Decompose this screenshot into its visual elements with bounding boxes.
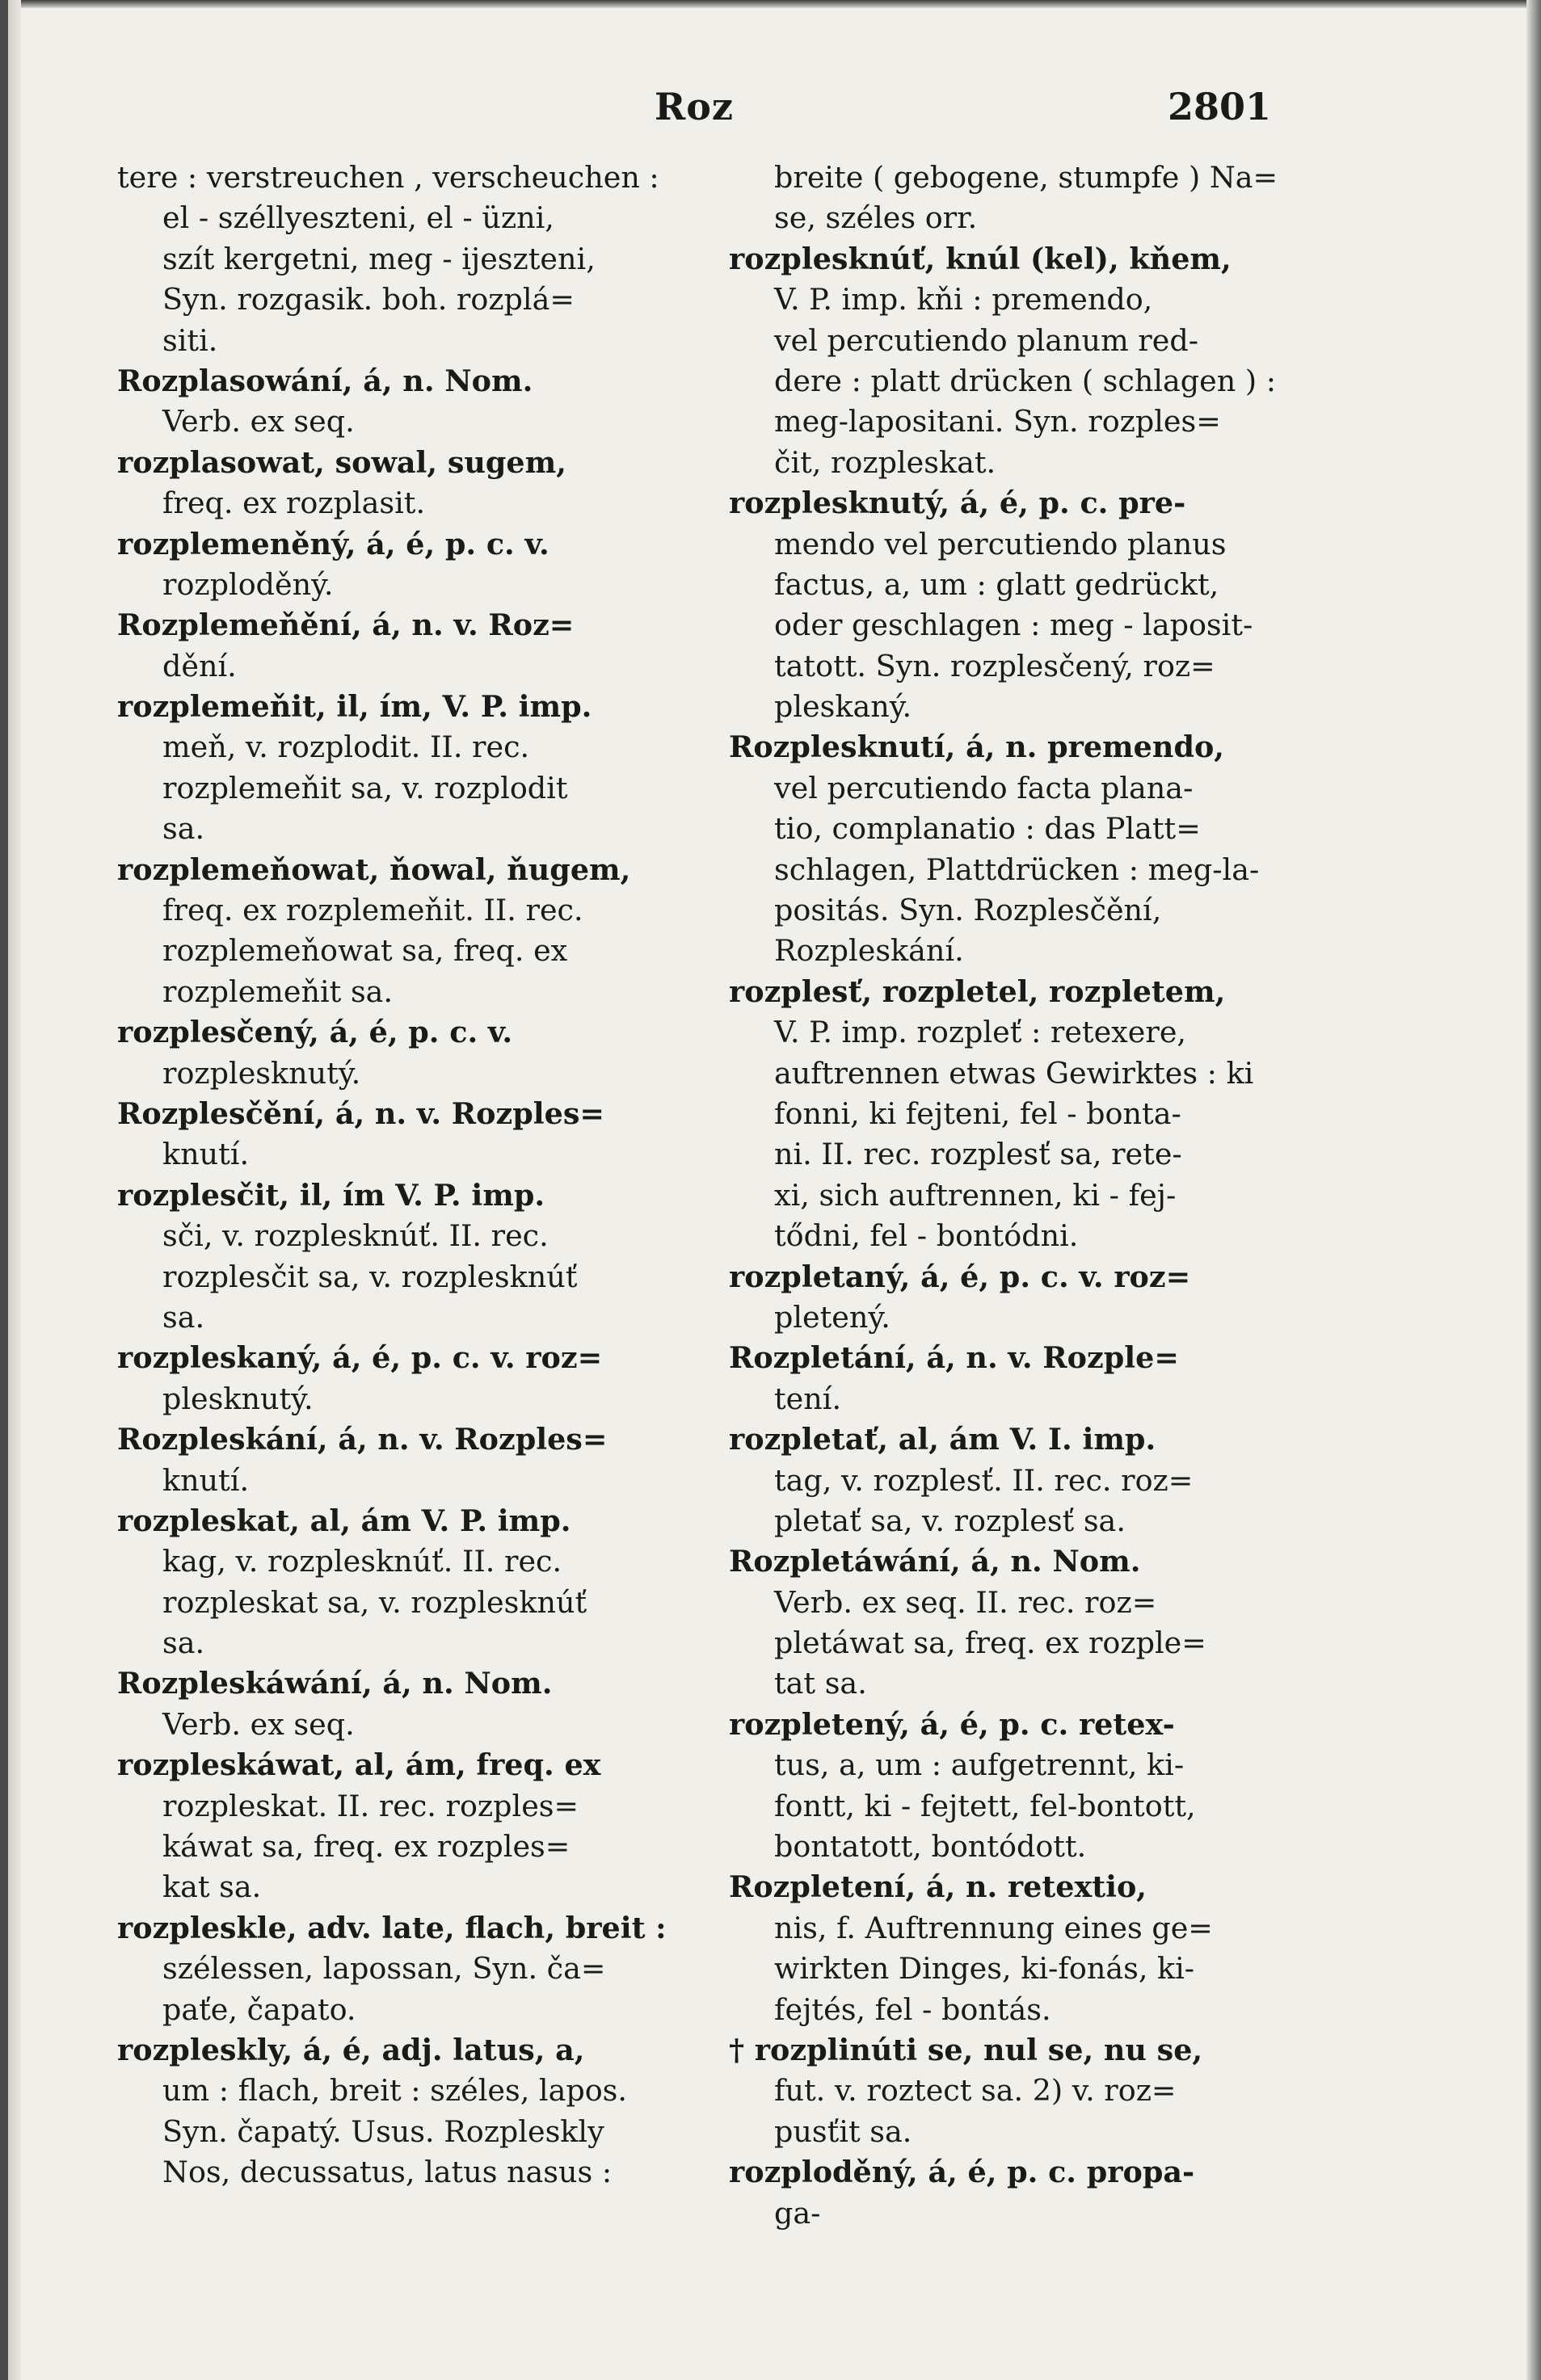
dictionary-line: tag, v. rozplesť. II. rec. roz= <box>774 1462 1194 1498</box>
dictionary-line: Syn. čapatý. Usus. Rozpleskly <box>162 2113 604 2149</box>
page-number: 2801 <box>1168 85 1272 128</box>
dictionary-line: fontt, ki - fejtett, fel-bontott, <box>774 1788 1196 1823</box>
dictionary-line: rozpletaný, á, é, p. c. v. roz= <box>729 1259 1191 1294</box>
dictionary-line: pletať sa, v. rozplesť sa. <box>774 1503 1126 1538</box>
dictionary-line: rozpleskle, adv. late, flach, breit : <box>117 1910 667 1945</box>
dictionary-line: Verb. ex seq. <box>162 404 355 439</box>
dictionary-line: vel percutiendo planum red- <box>774 322 1199 358</box>
dictionary-line: meň, v. rozplodit. II. rec. <box>162 730 530 765</box>
dictionary-line: pleskaný. <box>774 689 912 725</box>
dictionary-line: dere : platt drücken ( schlagen ) : <box>774 363 1277 398</box>
dictionary-line: rozplesknutý. <box>162 1055 361 1091</box>
dictionary-line: V. P. imp. kňi : premendo, <box>774 282 1153 317</box>
dictionary-line: rozplemeňit sa, v. rozplodit <box>162 770 568 805</box>
dictionary-line: Rozpletení, á, n. retextio, <box>729 1869 1147 1905</box>
dictionary-line: siti. <box>162 322 218 358</box>
dictionary-line: rozplasowat, sowal, sugem, <box>117 444 566 480</box>
dictionary-line: freq. ex rozplemeňit. II. rec. <box>162 893 583 928</box>
dictionary-line: tio, complanatio : das Platt= <box>774 811 1201 847</box>
scan-top-edge <box>0 0 1541 8</box>
dictionary-line: kag, v. rozplesknúť. II. rec. <box>162 1544 562 1579</box>
dictionary-line: † rozplinúti se, nul se, nu se, <box>729 2032 1203 2067</box>
dictionary-line: rozpletený, á, é, p. c. retex- <box>729 1706 1175 1742</box>
dictionary-line: Rozpleskání. <box>774 933 964 969</box>
dictionary-line: rozplesčit sa, v. rozplesknúť <box>162 1259 578 1294</box>
dictionary-line: schlagen, Plattdrücken : meg-la- <box>774 852 1260 887</box>
dictionary-line: tődni, fel - bontódni. <box>774 1218 1079 1254</box>
dictionary-line: sa. <box>162 1299 205 1335</box>
dictionary-line: čit, rozpleskat. <box>774 444 996 480</box>
dictionary-line: xi, sich auftrennen, ki - fej- <box>774 1177 1177 1213</box>
dictionary-line: positás. Syn. Rozplesčění, <box>774 893 1162 928</box>
dictionary-line: sa. <box>162 1625 205 1661</box>
dictionary-line: Rozpleskání, á, n. v. Rozples= <box>117 1422 608 1457</box>
dictionary-line: mendo vel percutiendo planus <box>774 526 1227 561</box>
dictionary-line: sa. <box>162 811 205 847</box>
dictionary-line: pletáwat sa, freq. ex rozple= <box>774 1625 1206 1661</box>
dictionary-line: rozplemeňit sa. <box>162 973 394 1009</box>
dictionary-line: Rozpleskáwání, á, n. Nom. <box>117 1666 553 1701</box>
dictionary-line: rozpletať, al, ám V. I. imp. <box>729 1422 1156 1457</box>
dictionary-line: Rozplemeňění, á, n. v. Roz= <box>117 608 575 643</box>
dictionary-line: rozpleskat, al, ám V. P. imp. <box>117 1503 571 1538</box>
dictionary-line: rozpleskly, á, é, adj. latus, a, <box>117 2032 585 2067</box>
dictionary-line: rozplesknutý, á, é, p. c. pre- <box>729 486 1186 521</box>
dictionary-line: rozplemeňowat sa, freq. ex <box>162 933 568 969</box>
dictionary-line: Rozplesčění, á, n. v. Rozples= <box>117 1095 604 1131</box>
dictionary-line: wirkten Dinges, ki-fonás, ki- <box>774 1951 1195 1987</box>
dictionary-line: rozplemeňowat, ňowal, ňugem, <box>117 852 631 887</box>
dictionary-line: rozpleskáwat, al, ám, freq. ex <box>117 1747 601 1783</box>
dictionary-line: factus, a, um : glatt gedrückt, <box>774 566 1219 602</box>
dictionary-line: tat sa. <box>774 1666 867 1701</box>
dictionary-line: ni. II. rec. rozplesť sa, rete- <box>774 1137 1182 1172</box>
dictionary-line: sči, v. rozplesknúť. II. rec. <box>162 1218 549 1254</box>
dictionary-line: Verb. ex seq. <box>162 1706 355 1742</box>
dictionary-line: rozplesčený, á, é, p. c. v. <box>117 1015 513 1050</box>
dictionary-line: nis, f. Auftrennung eines ge= <box>774 1910 1213 1945</box>
dictionary-line: plesknutý. <box>162 1381 314 1416</box>
dictionary-line: oder geschlagen : meg - laposit- <box>774 608 1253 643</box>
dictionary-line: knutí. <box>162 1137 250 1172</box>
right-column <box>729 158 1295 2234</box>
dictionary-line: um : flach, breit : széles, lapos. <box>162 2073 628 2109</box>
dictionary-line: rozplesčit, il, ím V. P. imp. <box>117 1177 545 1213</box>
dictionary-line: pletený. <box>774 1299 890 1335</box>
dictionary-line: V. P. imp. rozpleť : retexere, <box>774 1015 1187 1050</box>
dictionary-line: tere : verstreuchen , verscheuchen : <box>117 160 659 195</box>
dictionary-line: fut. v. roztect sa. 2) v. roz= <box>774 2073 1177 2109</box>
scan-right-edge <box>1526 0 1541 2380</box>
dictionary-line: vel percutiendo facta plana- <box>774 770 1194 805</box>
dictionary-line: kat sa. <box>162 1869 262 1905</box>
dictionary-line: rozplesknúť, knúl (kel), kňem, <box>729 241 1232 276</box>
dictionary-line: rozploděný. <box>162 566 334 602</box>
dictionary-line: tení. <box>774 1381 842 1416</box>
dictionary-line: pusťit sa. <box>774 2113 912 2149</box>
dictionary-line: rozplesť, rozpletel, rozpletem, <box>729 973 1226 1009</box>
dictionary-line: ga- <box>774 2195 821 2231</box>
dictionary-line: Verb. ex seq. II. rec. roz= <box>774 1584 1157 1620</box>
dictionary-line: szít kergetni, meg - ijeszteni, <box>162 241 596 276</box>
dictionary-line: káwat sa, freq. ex rozples= <box>162 1829 571 1865</box>
dictionary-line: Rozpletání, á, n. v. Rozple= <box>729 1340 1179 1376</box>
dictionary-line: rozpleskat sa, v. rozplesknúť <box>162 1584 587 1620</box>
dictionary-line: auftrennen etwas Gewirktes : ki <box>774 1055 1254 1091</box>
scan-left-edge <box>0 0 21 2380</box>
dictionary-line: fejtés, fel - bontás. <box>774 1991 1051 2027</box>
dictionary-line: bontatott, bontódott. <box>774 1829 1087 1865</box>
dictionary-line: Syn. rozgasik. boh. rozplá= <box>162 282 575 317</box>
dictionary-line: Rozplesknutí, á, n. premendo, <box>729 730 1225 765</box>
dictionary-line: Rozplasowání, á, n. Nom. <box>117 363 533 398</box>
dictionary-line: rozplemeněný, á, é, p. c. v. <box>117 526 549 561</box>
dictionary-line: knutí. <box>162 1462 250 1498</box>
dictionary-line: se, széles orr. <box>774 200 978 236</box>
dictionary-line: tus, a, um : aufgetrennt, ki- <box>774 1747 1185 1783</box>
dictionary-line: dění. <box>162 648 237 683</box>
running-head: Roz <box>655 85 735 128</box>
dictionary-line: tatott. Syn. rozplesčený, roz= <box>774 648 1215 683</box>
dictionary-line: rozploděný, á, é, p. c. propa- <box>729 2155 1195 2190</box>
dictionary-line: Rozpletáwání, á, n. Nom. <box>729 1544 1141 1579</box>
dictionary-line: freq. ex rozplasit. <box>162 486 426 521</box>
dictionary-line: breite ( gebogene, stumpfe ) Na= <box>774 160 1278 195</box>
left-column <box>117 158 699 2193</box>
dictionary-line: el - széllyeszteni, el - üzni, <box>162 200 554 236</box>
dictionary-line: szélessen, lapossan, Syn. ča= <box>162 1951 606 1987</box>
dictionary-line: fonni, ki fejteni, fel - bonta- <box>774 1095 1181 1131</box>
dictionary-line: rozplemeňit, il, ím, V. P. imp. <box>117 689 592 725</box>
dictionary-line: paťe, čapato. <box>162 1991 356 2027</box>
dictionary-line: rozpleskat. II. rec. rozples= <box>162 1788 579 1823</box>
dictionary-line: rozpleskaný, á, é, p. c. v. roz= <box>117 1340 603 1376</box>
dictionary-line: Nos, decussatus, latus nasus : <box>162 2155 613 2190</box>
dictionary-line: meg-lapositani. Syn. rozples= <box>774 404 1221 439</box>
